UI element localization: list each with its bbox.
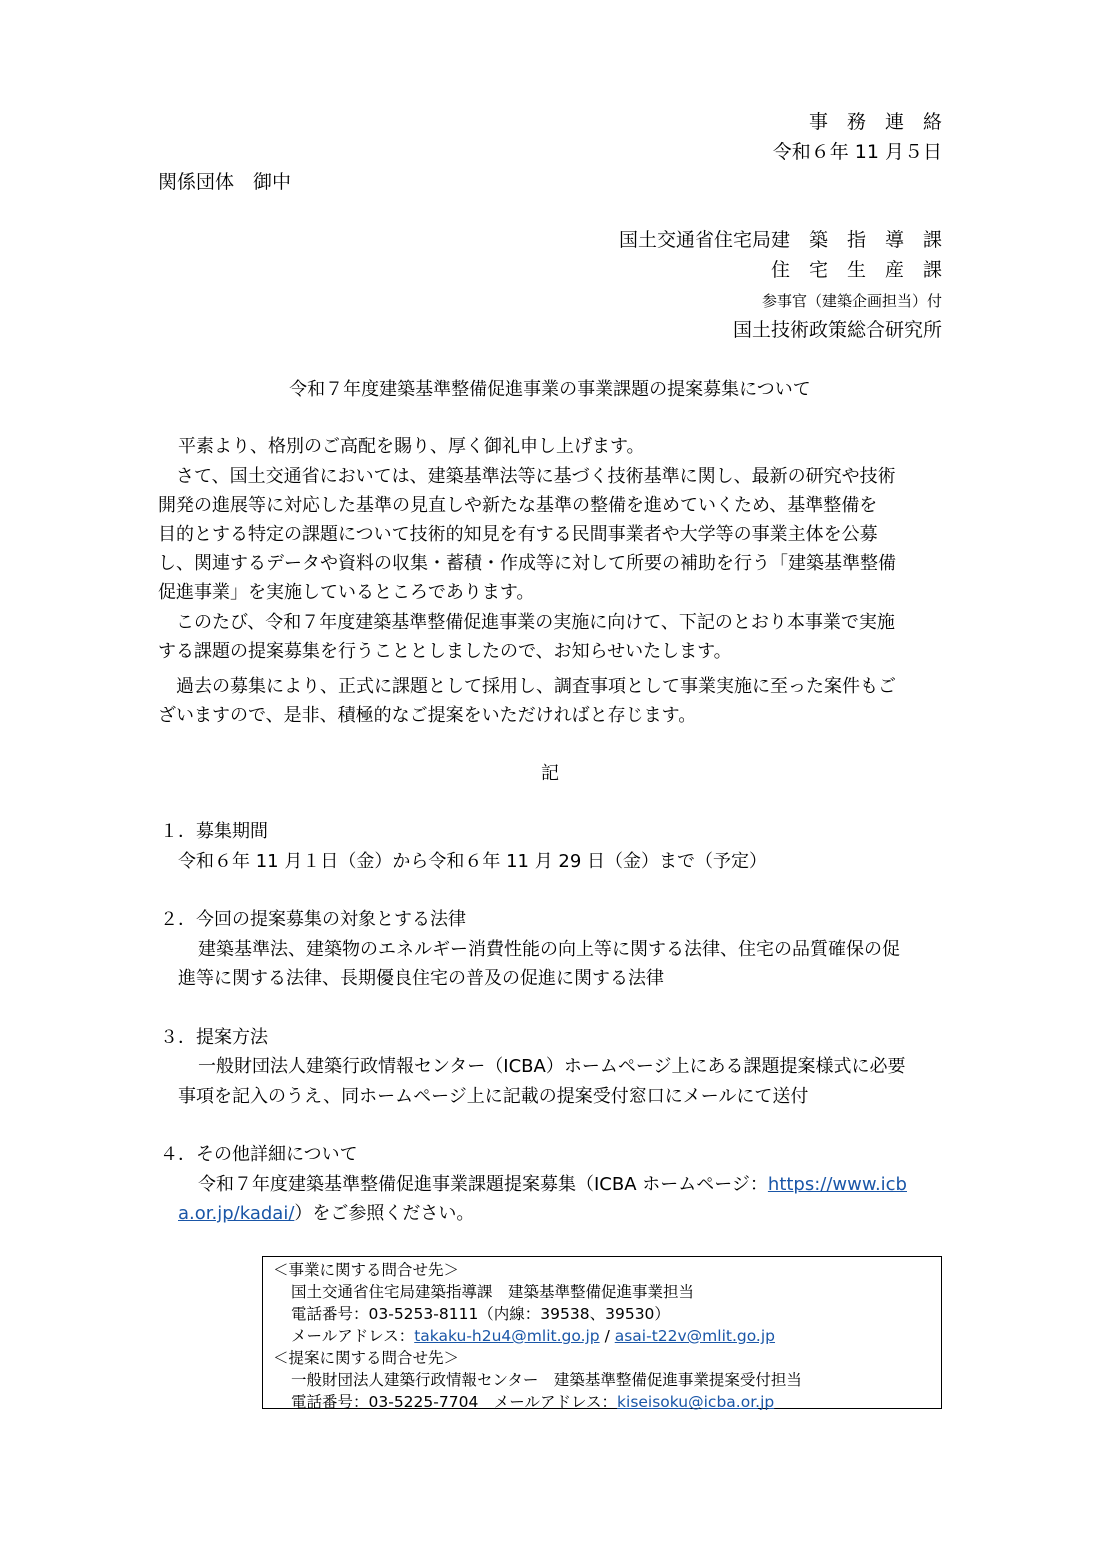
business-contact-mail	[273, 1325, 941, 1347]
document-date: 令和６年 11 月５日	[772, 141, 942, 163]
icba-link[interactable]: https://www.icb	[767, 1174, 907, 1195]
mail-label: メールアドレス：	[291, 1327, 415, 1345]
email-link-kiseisoku[interactable]: kiseisoku@icba.or.jp	[617, 1393, 775, 1411]
paragraph-line: 過去の募集により、正式に課題として採用し、調査事項として事業実施に至った案件もご	[158, 676, 896, 697]
ki-marker: 記	[541, 763, 559, 784]
paragraph-line: このたび、令和７年度建築基準整備促進事業の実施に向けて、下記のとおり本事業で実施	[158, 612, 895, 633]
sender-housing-production: 住 宅 生 産 課	[770, 259, 942, 281]
sender-building-guidance: 国土交通省住宅局建 築 指 導 課	[618, 229, 942, 251]
addressee: 関係団体 御中	[158, 171, 292, 193]
proposal-contact-line	[273, 1391, 941, 1413]
paragraph-line: さて、国土交通省においては、建築基準法等に基づく技術基準に関し、最新の研究や技術	[158, 466, 896, 487]
encouragement-paragraph	[158, 672, 944, 730]
section-2-text-line: 進等に関する法律、長期優良住宅の普及の促進に関する法律	[178, 968, 664, 989]
paragraph-line: 開発の進展等に対応した基準の見直しや新たな基準の整備を進めていくため、基準整備を	[158, 495, 878, 516]
business-contact-org: 国土交通省住宅局建築指導課 建築基準整備促進事業担当	[291, 1283, 695, 1301]
background-paragraph	[158, 462, 944, 607]
paragraph-line: し、関連するデータや資料の収集・蓄積・作成等に対して所要の補助を行う「建築基準整備	[158, 553, 896, 574]
section-3-text-line: 一般財団法人建築行政情報センター（ICBA）ホームページ上にある課題提案様式に必要	[198, 1056, 906, 1077]
section-3-heading: ３．提案方法	[160, 1027, 268, 1048]
mail-separator: /	[599, 1327, 615, 1345]
announcement-paragraph	[158, 608, 944, 666]
email-link-asai[interactable]: asai-t22v@mlit.go.jp	[614, 1327, 776, 1345]
document-type: 事 務 連 絡	[808, 111, 942, 133]
icba-link-continued[interactable]: a.or.jp/kadai/	[178, 1203, 295, 1224]
sender-councilor: 参事官（建築企画担当）付	[761, 292, 942, 310]
sender-nilim: 国土技術政策総合研究所	[732, 319, 942, 341]
contact-box	[262, 1256, 942, 1409]
section-2-heading: ２．今回の提案募集の対象とする法律	[160, 909, 466, 930]
section-4-text-line	[178, 1200, 474, 1228]
paragraph-line: 促進事業」を実施しているところであります。	[158, 582, 535, 603]
email-link-takaku[interactable]: takaku-h2u4@mlit.go.jp	[414, 1327, 600, 1345]
paragraph-line: ざいますので、是非、積極的なご提案をいただければと存じます。	[158, 705, 697, 726]
business-contact-heading: ＜事業に関する問合せ先＞	[273, 1261, 460, 1279]
paragraph-line: する課題の提案募集を行うこととしましたので、お知らせいたします。	[158, 641, 732, 662]
section-2-text-line: 建築基準法、建築物のエネルギー消費性能の向上等に関する法律、住宅の品質確保の促	[198, 939, 900, 960]
proposal-contact-org: 一般財団法人建築行政情報センター 建築基準整備促進事業提案受付担当	[291, 1371, 802, 1389]
document-title: 令和７年度建築基準整備促進事業の事業課題の提案募集について	[289, 379, 811, 400]
proposal-contact-heading: ＜提案に関する問合せ先＞	[273, 1349, 460, 1367]
greeting-paragraph	[158, 432, 944, 461]
paragraph-line: 目的とする特定の課題について技術的知見を有する民間事業者や大学等の事業主体を公募	[158, 524, 878, 545]
section-1-heading: １．募集期間	[160, 821, 268, 842]
greeting-line: 平素より、格別のご高配を賜り、厚く御礼申し上げます。	[178, 436, 645, 457]
section-4-text-line	[198, 1171, 907, 1199]
section-4-heading: ４．その他詳細について	[160, 1144, 358, 1165]
section-4-suffix: ）をご参照ください。	[294, 1203, 475, 1224]
section-4-prefix: 令和７年度建築基準整備促進事業課題提案募集（ICBA ホームページ：	[198, 1174, 768, 1195]
section-3-text-line: 事項を記入のうえ、同ホームページ上に記載の提案受付窓口にメールにて送付	[178, 1086, 809, 1107]
proposal-contact-tel: 電話番号：03-5225-7704 メールアドレス：	[291, 1393, 618, 1411]
section-1-text: 令和６年 11 月１日（金）から令和６年 11 月 29 日（金）まで（予定）	[178, 851, 768, 872]
business-contact-tel: 電話番号：03-5253-8111（内線：39538、39530）	[291, 1305, 670, 1323]
